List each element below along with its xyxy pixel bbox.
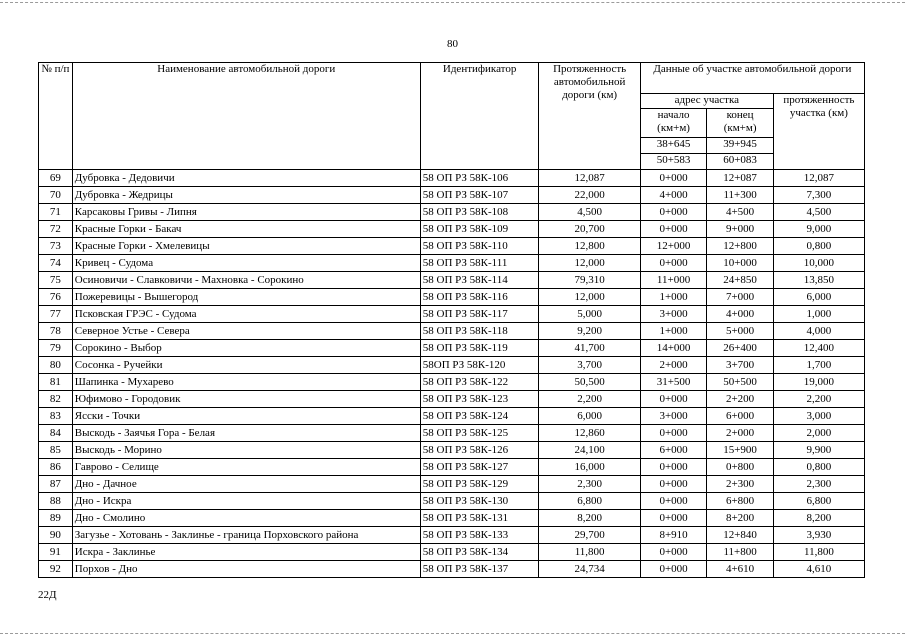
cell-num: 75	[39, 272, 73, 289]
cell-road-length: 29,700	[539, 527, 640, 544]
page-number: 80	[447, 38, 458, 50]
cell-section-start: 1+000	[640, 323, 707, 340]
table-row	[39, 357, 865, 374]
cell-road-name: Дубровка - Жедрицы	[72, 187, 420, 204]
cell-section-end: 2+000	[707, 425, 774, 442]
cell-section-start: 4+000	[640, 187, 707, 204]
cell-road-length: 41,700	[539, 340, 640, 357]
cell-section-length: 6,000	[773, 289, 864, 306]
cell-road-length: 9,200	[539, 323, 640, 340]
cell-identifier: 58 ОП РЗ 58К-133	[420, 527, 539, 544]
cell-identifier: 58 ОП РЗ 58К-116	[420, 289, 539, 306]
header-section-length: протяженность участка (км)	[773, 94, 864, 170]
header-end-value-2: 60+083	[707, 154, 774, 170]
cell-section-length: 2,300	[773, 476, 864, 493]
cell-road-name: Шапинка - Мухарево	[72, 374, 420, 391]
cell-section-length: 1,000	[773, 306, 864, 323]
cell-section-end: 11+800	[707, 544, 774, 561]
cell-road-name: Псковская ГРЭС - Судома	[72, 306, 420, 323]
table-row	[39, 187, 865, 204]
cell-road-length: 12,860	[539, 425, 640, 442]
cell-section-start: 6+000	[640, 442, 707, 459]
cell-identifier: 58 ОП РЗ 58К-134	[420, 544, 539, 561]
table-row	[39, 544, 865, 561]
cell-identifier: 58 ОП РЗ 58К-123	[420, 391, 539, 408]
cell-num: 74	[39, 255, 73, 272]
cell-identifier: 58ОП РЗ 58К-120	[420, 357, 539, 374]
cell-section-end: 4+610	[707, 561, 774, 578]
table-row	[39, 527, 865, 544]
cell-section-start: 3+000	[640, 408, 707, 425]
cell-section-length: 4,000	[773, 323, 864, 340]
cell-section-start: 0+000	[640, 391, 707, 408]
cell-num: 89	[39, 510, 73, 527]
cell-num: 91	[39, 544, 73, 561]
cell-section-end: 50+500	[707, 374, 774, 391]
cell-identifier: 58 ОП РЗ 58К-131	[420, 510, 539, 527]
cell-section-end: 11+300	[707, 187, 774, 204]
table-row	[39, 374, 865, 391]
cell-section-length: 0,800	[773, 459, 864, 476]
cell-section-length: 7,300	[773, 187, 864, 204]
cell-section-length: 2,200	[773, 391, 864, 408]
cell-num: 90	[39, 527, 73, 544]
cell-num: 76	[39, 289, 73, 306]
cell-section-start: 3+000	[640, 306, 707, 323]
header-length: Протяженность автомобильной дороги (км)	[539, 63, 640, 170]
cell-road-length: 4,500	[539, 204, 640, 221]
cell-section-start: 0+000	[640, 255, 707, 272]
footer-code: 22Д	[38, 589, 57, 601]
cell-identifier: 58 ОП РЗ 58К-119	[420, 340, 539, 357]
cell-road-length: 5,000	[539, 306, 640, 323]
table-row	[39, 238, 865, 255]
cell-identifier: 58 ОП РЗ 58К-137	[420, 561, 539, 578]
cell-num: 78	[39, 323, 73, 340]
cell-section-length: 3,930	[773, 527, 864, 544]
cell-section-start: 2+000	[640, 357, 707, 374]
header-end: конец (км+м)	[707, 109, 774, 138]
cell-road-name: Красные Горки - Бакач	[72, 221, 420, 238]
cell-road-length: 11,800	[539, 544, 640, 561]
table-row	[39, 391, 865, 408]
cell-section-end: 12+087	[707, 170, 774, 187]
cell-section-start: 14+000	[640, 340, 707, 357]
cell-road-length: 24,100	[539, 442, 640, 459]
cell-section-end: 4+500	[707, 204, 774, 221]
cell-road-name: Северное Устье - Севера	[72, 323, 420, 340]
cell-identifier: 58 ОП РЗ 58К-109	[420, 221, 539, 238]
cell-road-name: Сосонка - Ручейки	[72, 357, 420, 374]
cell-identifier: 58 ОП РЗ 58К-125	[420, 425, 539, 442]
cell-num: 87	[39, 476, 73, 493]
cell-identifier: 58 ОП РЗ 58К-106	[420, 170, 539, 187]
cell-section-end: 7+000	[707, 289, 774, 306]
table-row	[39, 459, 865, 476]
header-num: № п/п	[39, 63, 73, 170]
cell-section-start: 31+500	[640, 374, 707, 391]
header-start-value-2: 50+583	[640, 154, 707, 170]
cell-num: 80	[39, 357, 73, 374]
cell-section-end: 26+400	[707, 340, 774, 357]
cell-road-name: Выскодь - Заячья Гора - Белая	[72, 425, 420, 442]
cell-road-length: 16,000	[539, 459, 640, 476]
table-row	[39, 255, 865, 272]
cell-identifier: 58 ОП РЗ 58К-114	[420, 272, 539, 289]
header-address: адрес участка	[640, 94, 773, 109]
cell-section-length: 2,000	[773, 425, 864, 442]
cell-identifier: 58 ОП РЗ 58К-117	[420, 306, 539, 323]
cell-identifier: 58 ОП РЗ 58К-118	[420, 323, 539, 340]
cell-road-length: 12,800	[539, 238, 640, 255]
cell-road-length: 20,700	[539, 221, 640, 238]
cell-section-length: 9,900	[773, 442, 864, 459]
cell-section-start: 0+000	[640, 170, 707, 187]
table-row	[39, 289, 865, 306]
cell-identifier: 58 ОП РЗ 58К-124	[420, 408, 539, 425]
table-row	[39, 306, 865, 323]
scan-edge-bottom	[0, 633, 905, 634]
roads-table	[38, 62, 865, 578]
cell-road-name: Порхов - Дно	[72, 561, 420, 578]
cell-section-start: 0+000	[640, 544, 707, 561]
cell-section-length: 6,800	[773, 493, 864, 510]
cell-section-end: 9+000	[707, 221, 774, 238]
cell-section-start: 0+000	[640, 459, 707, 476]
cell-num: 88	[39, 493, 73, 510]
table-row	[39, 221, 865, 238]
table-row	[39, 408, 865, 425]
cell-road-name: Дно - Искра	[72, 493, 420, 510]
cell-section-end: 15+900	[707, 442, 774, 459]
cell-section-length: 3,000	[773, 408, 864, 425]
cell-road-name: Загузье - Хотовань - Заклинье - граница Порховского района	[72, 527, 420, 544]
cell-section-length: 12,087	[773, 170, 864, 187]
cell-road-length: 2,300	[539, 476, 640, 493]
cell-identifier: 58 ОП РЗ 58К-111	[420, 255, 539, 272]
cell-road-name: Сорокино - Выбор	[72, 340, 420, 357]
cell-road-length: 79,310	[539, 272, 640, 289]
table-row	[39, 323, 865, 340]
cell-section-start: 0+000	[640, 476, 707, 493]
cell-road-name: Красные Горки - Хмелевицы	[72, 238, 420, 255]
table-row	[39, 340, 865, 357]
cell-road-name: Выскодь - Морино	[72, 442, 420, 459]
cell-road-name: Осиновичи - Славковичи - Махновка - Сорокино	[72, 272, 420, 289]
cell-identifier: 58 ОП РЗ 58К-130	[420, 493, 539, 510]
cell-road-name: Пожеревицы - Вышегород	[72, 289, 420, 306]
cell-section-length: 4,610	[773, 561, 864, 578]
cell-section-length: 19,000	[773, 374, 864, 391]
cell-section-end: 0+800	[707, 459, 774, 476]
cell-road-name: Кривец - Судома	[72, 255, 420, 272]
cell-section-start: 0+000	[640, 204, 707, 221]
table-row	[39, 170, 865, 187]
header-start-value-1: 38+645	[640, 138, 707, 154]
header-end-value-1: 39+945	[707, 138, 774, 154]
cell-road-name: Дно - Дачное	[72, 476, 420, 493]
cell-num: 69	[39, 170, 73, 187]
cell-section-start: 0+000	[640, 561, 707, 578]
cell-section-end: 5+000	[707, 323, 774, 340]
cell-road-name: Карсаковы Гривы - Липня	[72, 204, 420, 221]
cell-road-name: Искра - Заклинье	[72, 544, 420, 561]
cell-road-length: 6,000	[539, 408, 640, 425]
cell-section-start: 0+000	[640, 221, 707, 238]
cell-section-length: 8,200	[773, 510, 864, 527]
cell-section-end: 2+200	[707, 391, 774, 408]
cell-num: 86	[39, 459, 73, 476]
cell-section-length: 10,000	[773, 255, 864, 272]
cell-section-end: 24+850	[707, 272, 774, 289]
header-start: начало (км+м)	[640, 109, 707, 138]
cell-section-start: 11+000	[640, 272, 707, 289]
cell-identifier: 58 ОП РЗ 58К-126	[420, 442, 539, 459]
cell-section-end: 8+200	[707, 510, 774, 527]
cell-road-name: Юфимово - Городовик	[72, 391, 420, 408]
cell-section-length: 9,000	[773, 221, 864, 238]
table-row	[39, 493, 865, 510]
cell-section-start: 0+000	[640, 425, 707, 442]
cell-section-length: 4,500	[773, 204, 864, 221]
header-section: Данные об участке автомобильной дороги	[640, 63, 864, 94]
cell-section-start: 0+000	[640, 493, 707, 510]
cell-section-end: 12+800	[707, 238, 774, 255]
cell-section-end: 6+000	[707, 408, 774, 425]
table-row	[39, 442, 865, 459]
cell-section-start: 12+000	[640, 238, 707, 255]
cell-section-length: 1,700	[773, 357, 864, 374]
cell-num: 83	[39, 408, 73, 425]
table-row	[39, 561, 865, 578]
cell-section-length: 12,400	[773, 340, 864, 357]
table-row	[39, 425, 865, 442]
table-row	[39, 272, 865, 289]
cell-section-end: 12+840	[707, 527, 774, 544]
header-id: Идентификатор	[420, 63, 539, 170]
cell-road-length: 12,000	[539, 289, 640, 306]
table-row	[39, 204, 865, 221]
cell-num: 82	[39, 391, 73, 408]
cell-road-length: 8,200	[539, 510, 640, 527]
cell-road-length: 50,500	[539, 374, 640, 391]
cell-road-length: 6,800	[539, 493, 640, 510]
cell-road-name: Ясски - Точки	[72, 408, 420, 425]
cell-road-name: Дубровка - Дедовичи	[72, 170, 420, 187]
cell-num: 71	[39, 204, 73, 221]
header-name: Наименование автомобильной дороги	[72, 63, 420, 170]
cell-section-start: 1+000	[640, 289, 707, 306]
cell-section-end: 6+800	[707, 493, 774, 510]
table-row	[39, 476, 865, 493]
cell-identifier: 58 ОП РЗ 58К-110	[420, 238, 539, 255]
cell-identifier: 58 ОП РЗ 58К-108	[420, 204, 539, 221]
table-row	[39, 510, 865, 527]
cell-num: 70	[39, 187, 73, 204]
cell-num: 73	[39, 238, 73, 255]
cell-road-name: Гаврово - Селище	[72, 459, 420, 476]
cell-road-length: 12,087	[539, 170, 640, 187]
cell-num: 72	[39, 221, 73, 238]
cell-road-length: 2,200	[539, 391, 640, 408]
cell-section-end: 10+000	[707, 255, 774, 272]
cell-road-length: 3,700	[539, 357, 640, 374]
cell-num: 79	[39, 340, 73, 357]
cell-section-length: 13,850	[773, 272, 864, 289]
cell-num: 81	[39, 374, 73, 391]
cell-identifier: 58 ОП РЗ 58К-129	[420, 476, 539, 493]
roads-table-body	[39, 170, 865, 578]
cell-identifier: 58 ОП РЗ 58К-127	[420, 459, 539, 476]
cell-road-name: Дно - Смолино	[72, 510, 420, 527]
cell-section-start: 8+910	[640, 527, 707, 544]
cell-section-length: 11,800	[773, 544, 864, 561]
cell-road-length: 22,000	[539, 187, 640, 204]
cell-section-end: 3+700	[707, 357, 774, 374]
cell-num: 84	[39, 425, 73, 442]
cell-num: 85	[39, 442, 73, 459]
scan-edge-top	[0, 2, 905, 3]
cell-section-end: 4+000	[707, 306, 774, 323]
cell-road-length: 24,734	[539, 561, 640, 578]
cell-road-length: 12,000	[539, 255, 640, 272]
cell-num: 92	[39, 561, 73, 578]
cell-section-length: 0,800	[773, 238, 864, 255]
cell-identifier: 58 ОП РЗ 58К-122	[420, 374, 539, 391]
cell-num: 77	[39, 306, 73, 323]
cell-identifier: 58 ОП РЗ 58К-107	[420, 187, 539, 204]
cell-section-start: 0+000	[640, 510, 707, 527]
cell-section-end: 2+300	[707, 476, 774, 493]
